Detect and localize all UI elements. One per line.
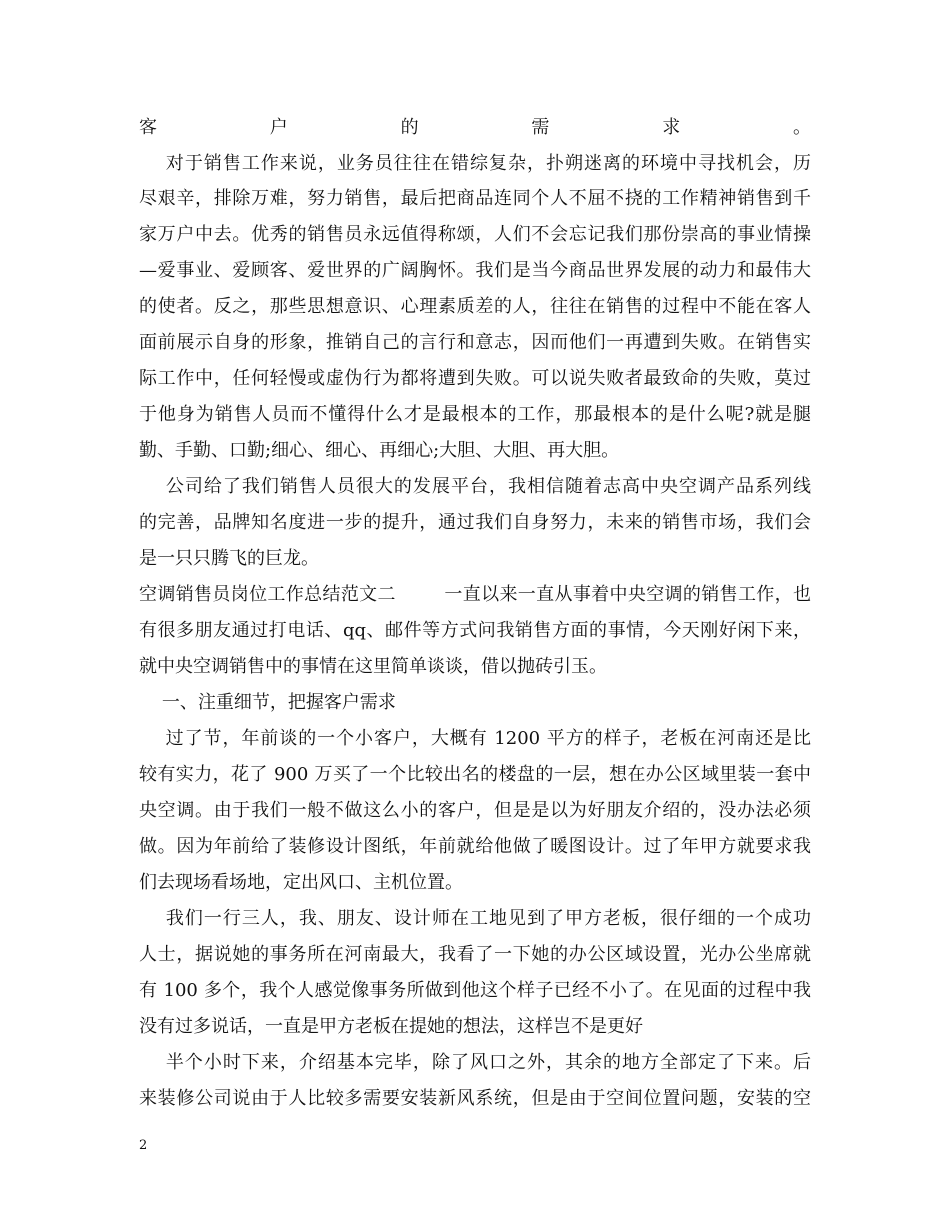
text-line: 就中央空调销售中的事情在这里简单谈谈，借以抛砖引玉。 [139, 656, 607, 677]
text-line: 对于销售工作来说，业务员往往在错综复杂，扑朔迷离的环境中寻找机会，历 [139, 153, 811, 174]
text-line: 的完善，品牌知名度进一步的提升，通过我们自身努力，未来的销售市场，我们会 [139, 512, 811, 533]
text-line: 没有过多说话，一直是甲方老板在提她的想法，这样岂不是更好 [139, 1016, 643, 1037]
text-line: 央空调。由于我们一般不做这么小的客户，但是是以为好朋友介绍的，没办法必须 [139, 800, 811, 821]
text-line: 公司给了我们销售人员很大的发展平台，我相信随着志高中央空调产品系列线 [139, 476, 811, 497]
subheading-line: 一、注重细节，把握客户需求 [139, 692, 396, 713]
page-number: 2 [139, 1138, 148, 1153]
section-heading-line: 空调销售员岗位工作总结范文二 一直以来一直从事着中央空调的销售工作，也 [139, 584, 811, 605]
text-line: 过了节，年前谈的一个小客户，大概有 1200 平方的样子，老板在河南还是比 [139, 728, 811, 749]
text-line: 做。因为年前给了装修设计图纸，年前就给他做了暖图设计。过了年甲方就要求我 [139, 836, 811, 857]
text-line: 人士，据说她的事务所在河南最大，我看了一下她的办公区域设置，光办公坐席就 [139, 944, 811, 965]
text-line: 们去现场看场地，定出风口、主机位置。 [139, 872, 463, 893]
text-line: 是一只只腾飞的巨龙。 [139, 548, 319, 569]
text-line: 家万户中去。优秀的销售员永远值得称颂，人们不会忘记我们那份崇高的事业情操 [139, 224, 811, 245]
text-line: 于他身为销售人员而不懂得什么才是最根本的工作，那最根本的是什么呢?就是腿 [139, 404, 811, 425]
text-line: 我们一行三人，我、朋友、设计师在工地见到了甲方老板，很仔细的一个成功 [139, 908, 811, 929]
text-line: 有很多朋友通过打电话、qq、邮件等方式问我销售方面的事情，今天刚好闲下来， [139, 620, 811, 641]
text-line: 客户的需求。 [139, 117, 811, 138]
text-line: 的使者。反之，那些思想意识、心理素质差的人，往往在销售的过程中不能在客人 [139, 296, 811, 317]
text-line: 较有实力，花了 900 万买了一个比较出名的楼盘的一层，想在办公区域里装一套中 [139, 764, 811, 785]
text-line: 半个小时下来，介绍基本完毕，除了风口之外，其余的地方全部定了下来。后 [139, 1052, 811, 1073]
text-line: 来装修公司说由于人比较多需要安装新风系统，但是由于空间位置问题，安装的空 [139, 1088, 811, 1109]
text-line: 面前展示自身的形象，推销自己的言行和意志，因而他们一再遭到失败。在销售实 [139, 332, 811, 353]
text-line: 有 100 多个，我个人感觉像事务所做到他这个样子已经不小了。在见面的过程中我 [139, 980, 811, 1001]
text-line: 勤、手勤、口勤;细心、细心、再细心;大胆、大胆、再大胆。 [139, 440, 620, 461]
text-line: —爱事业、爱顾客、爱世界的广阔胸怀。我们是当今商品世界发展的动力和最伟大 [139, 260, 811, 281]
text-line: 际工作中，任何轻慢或虚伪行为都将遭到失败。可以说失败者最致命的失败，莫过 [139, 368, 811, 389]
text-line: 尽艰辛，排除万难，努力销售，最后把商品连同个人不屈不挠的工作精神销售到千 [139, 188, 811, 209]
